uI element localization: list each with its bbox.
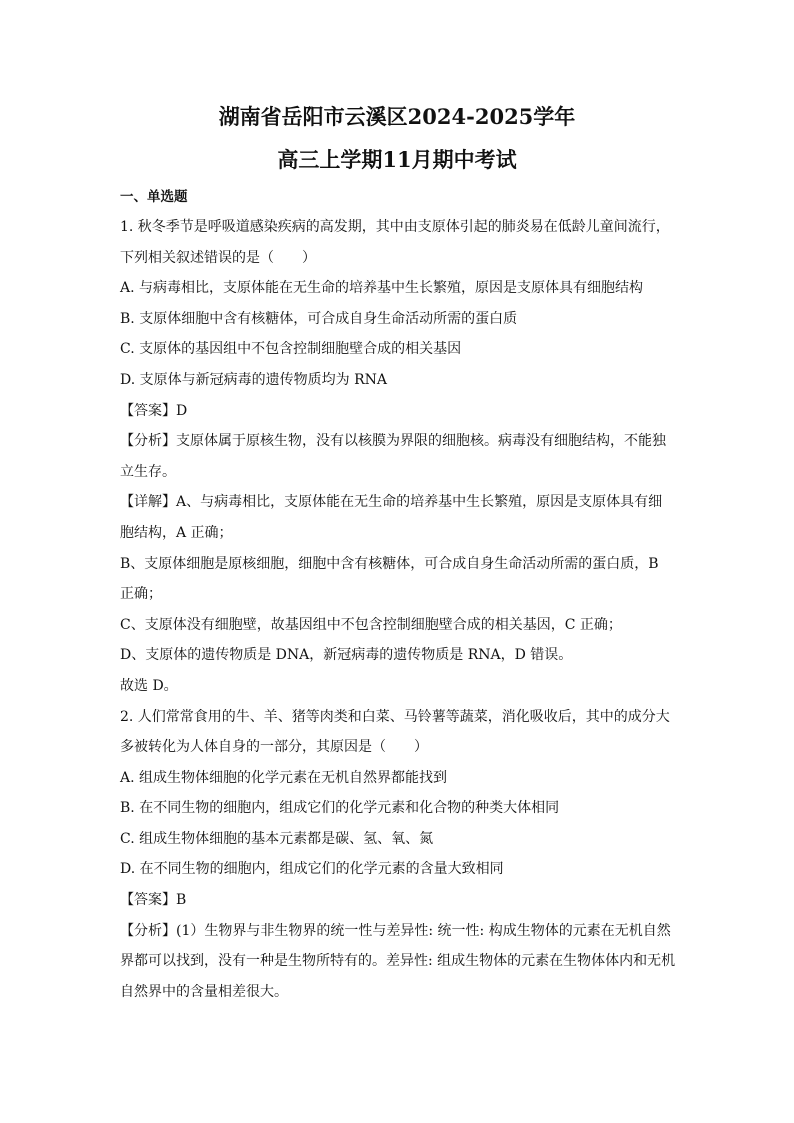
q1-detail-line3: B、支原体细胞是原核细胞，细胞中含有核糖体，可合成自身生命活动所需的蛋白质，B <box>120 555 659 572</box>
q1-stem-line2: 下列相关叙述错误的是（ ） <box>120 249 316 266</box>
q2-analysis-line2: 界都可以找到，没有一种是生物所特有的。差异性: 组成生物体的元素在生物体体内和无机 <box>120 953 676 970</box>
q1-option-b: B. 支原体细胞中含有核糖体，可合成自身生命活动所需的蛋白质 <box>120 310 518 327</box>
question-1 <box>120 212 676 702</box>
q2-analysis-line3: 自然界中的含量相差很大。 <box>120 983 288 1000</box>
q2-stem-line2: 多被转化为人体自身的一部分，其原因是（ ） <box>120 739 428 756</box>
q1-analysis-line1: 【分析】支原体属于原核生物，没有以核膜为界限的细胞核。病毒没有细胞结构，不能独 <box>120 433 666 450</box>
document-title-line2: 高三上学期11月期中考试 <box>277 147 517 172</box>
q1-conclusion: 故选 D。 <box>120 677 178 694</box>
question-2 <box>120 702 676 1008</box>
document-title-line1: 湖南省岳阳市云溪区2024-2025学年 <box>218 104 576 129</box>
q1-detail-line1: 【详解】A、与病毒相比，支原体能在无生命的培养基中生长繁殖，原因是支原体具有细 <box>120 494 663 511</box>
q1-stem-line1: 1. 秋冬季节是呼吸道感染疾病的高发期，其中由支原体引起的肺炎易在低龄儿童间流行， <box>120 219 670 235</box>
q2-stem-line1: 2. 人们常常食用的牛、羊、猪等肉类和白菜、马铃薯等蔬菜，消化吸收后，其中的成分大 <box>120 708 670 725</box>
q1-detail-line5: C、支原体没有细胞壁，故基因组中不包含控制细胞壁合成的相关基因，C 正确； <box>120 616 622 633</box>
q2-option-d: D. 在不同生物的细胞内，组成它们的化学元素的含量大致相同 <box>120 861 504 878</box>
section-heading: 一、单选题 <box>120 189 188 205</box>
q1-detail-line4: 正确； <box>120 586 162 603</box>
q1-analysis-line2: 立生存。 <box>120 463 176 480</box>
q1-detail-line6: D、支原体的遗传物质是 DNA，新冠病毒的遗传物质是 RNA，D 错误。 <box>120 647 573 664</box>
q1-option-c: C. 支原体的基因组中不包含控制细胞壁合成的相关基因 <box>120 341 462 358</box>
q2-option-c: C. 组成生物体细胞的基本元素都是碳、氢、氧、氮 <box>120 830 434 847</box>
q2-option-a: A. 组成生物体细胞的化学元素在无机自然界都能找到 <box>120 769 448 786</box>
q2-answer: 【答案】B <box>120 892 187 909</box>
document-body <box>120 186 676 1007</box>
q1-option-d: D. 支原体与新冠病毒的遗传物质均为 RNA <box>120 371 387 388</box>
q2-analysis-line1: 【分析】(1）生物界与非生物界的统一性与差异性: 统一性: 构成生物体的元素在无机自然 <box>120 922 671 939</box>
q2-option-b: B. 在不同生物的细胞内，组成它们的化学元素和化合物的种类大体相同 <box>120 800 560 817</box>
q1-option-a: A. 与病毒相比，支原体能在无生命的培养基中生长繁殖，原因是支原体具有细胞结构 <box>120 280 644 297</box>
q1-answer: 【答案】D <box>120 402 188 419</box>
q1-detail-line2: 胞结构，A 正确； <box>120 524 233 541</box>
